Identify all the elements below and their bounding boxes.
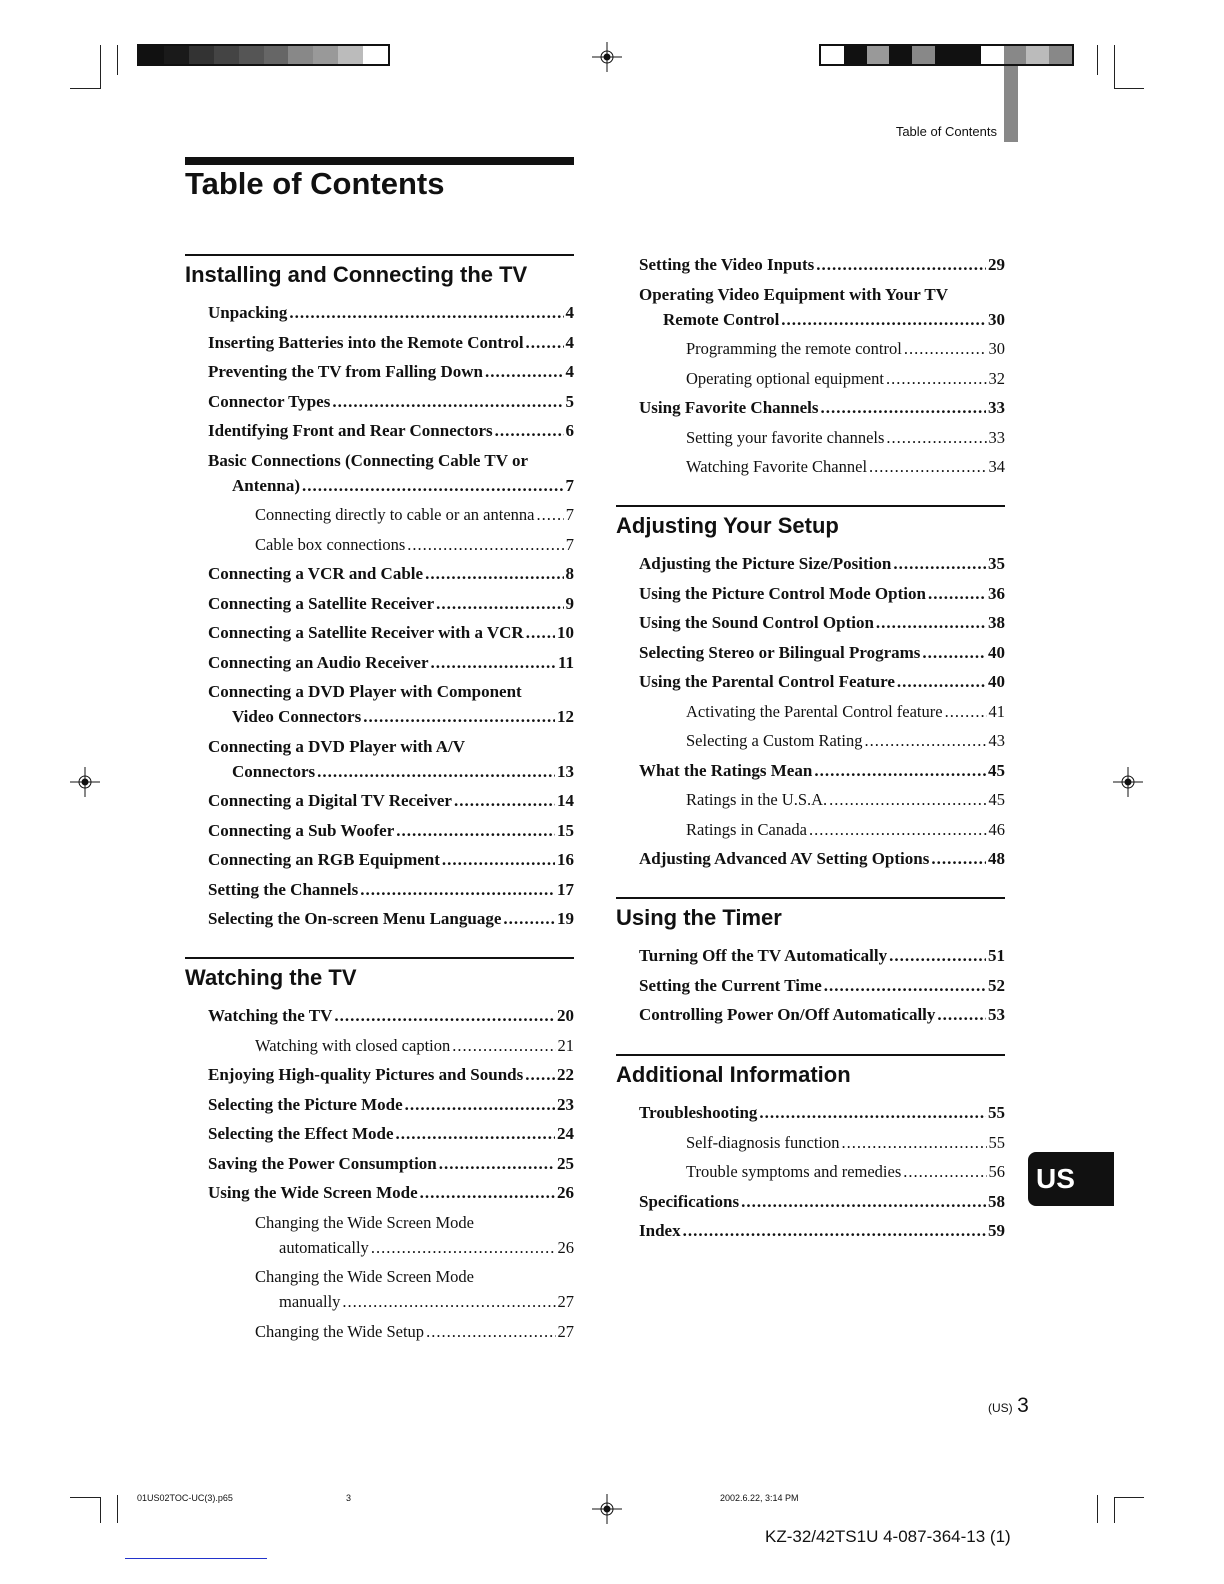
dot-leader (396, 818, 555, 843)
section-installing (185, 254, 574, 934)
entry-title: Changing the Wide Setup (255, 1321, 425, 1341)
toc-subentry[interactable] (185, 1031, 574, 1061)
dot-leader (869, 454, 986, 479)
entry-page-number: 48 (988, 849, 1005, 869)
entry-title: Using the Picture Control Mode Option (639, 583, 926, 603)
dot-leader (526, 620, 555, 645)
dot-leader (889, 943, 986, 968)
dot-leader (431, 650, 556, 675)
toc-subentry[interactable] (616, 452, 1005, 482)
toc-entry[interactable] (185, 328, 574, 358)
registration-mark-icon (592, 42, 622, 72)
dot-leader (814, 758, 986, 783)
entry-title: Operating optional equipment (686, 368, 884, 388)
dot-leader (816, 252, 986, 277)
entry-title: Operating Video Equipment with Your TV (639, 284, 949, 304)
entry-title: Index (639, 1221, 681, 1241)
entry-page-number: 40 (988, 672, 1005, 692)
entry-title: Using Favorite Channels (639, 398, 819, 418)
toc-subentry[interactable] (616, 697, 1005, 727)
page-number-prefix: (US) (988, 1401, 1013, 1415)
entry-page-number: 10 (557, 623, 574, 643)
entry-title: Controlling Power On/Off Automatically (639, 1005, 936, 1025)
entry-title: Identifying Front and Rear Connectors (208, 421, 493, 441)
entry-page-number: 19 (557, 909, 574, 929)
crop-mark (117, 45, 118, 75)
dot-leader (536, 502, 563, 527)
toc-subentry[interactable] (616, 726, 1005, 756)
dot-leader (525, 1062, 555, 1087)
entry-page-number: 27 (557, 1321, 574, 1341)
crop-mark (1114, 1497, 1144, 1498)
toc-entry[interactable] (185, 904, 574, 934)
entry-page-number: 46 (988, 819, 1005, 839)
entry-page-number: 24 (557, 1124, 574, 1144)
dot-leader (495, 418, 564, 443)
dot-leader (886, 366, 987, 391)
dot-leader (289, 300, 563, 325)
entry-page-number: 4 (565, 362, 574, 382)
entry-title: Self-diagnosis function (686, 1132, 840, 1152)
entry-page-number: 53 (988, 1005, 1005, 1025)
section-heading: Additional Information (616, 1062, 851, 1087)
toc-entry[interactable] (185, 1178, 574, 1208)
entry-page-number: 7 (565, 534, 574, 554)
dot-leader (452, 1033, 555, 1058)
toc-subentry[interactable] (185, 1317, 574, 1347)
toc-subentry[interactable] (616, 815, 1005, 845)
dot-leader (886, 425, 986, 450)
crop-mark (117, 1495, 118, 1523)
entry-page-number: 59 (988, 1221, 1005, 1241)
dot-leader (824, 973, 986, 998)
toc-subentry[interactable] (616, 1128, 1005, 1158)
entry-title-continued: Video Connectors (232, 707, 362, 727)
dot-leader (317, 759, 555, 784)
entry-title: Turning Off the TV Automatically (639, 946, 888, 966)
entry-title: Enjoying High-quality Pictures and Sounds (208, 1065, 524, 1085)
entry-page-number: 11 (557, 652, 574, 672)
dot-leader (503, 906, 555, 931)
section-rule (616, 897, 1005, 899)
entry-title: Connecting a Satellite Receiver with a VCR (208, 623, 524, 643)
toc-entry[interactable] (185, 618, 574, 648)
toc-subentry[interactable] (616, 1157, 1005, 1187)
entry-title: Changing the Wide Screen Mode (255, 1212, 474, 1232)
entry-title: Watching the TV (208, 1006, 333, 1026)
entry-title: Connecting a DVD Player with Component (208, 682, 522, 702)
entry-page-number: 34 (988, 457, 1005, 477)
entry-page-number: 38 (988, 613, 1005, 633)
registration-mark-icon (1113, 767, 1143, 797)
entry-page-number: 55 (988, 1132, 1005, 1152)
toc-entry[interactable] (616, 579, 1005, 609)
entry-page-number: 56 (988, 1162, 1005, 1182)
entry-page-number: 58 (988, 1191, 1005, 1211)
dot-leader (904, 336, 987, 361)
entry-page-number: 51 (988, 946, 1005, 966)
entry-title: Unpacking (208, 303, 288, 323)
toc-entry[interactable] (185, 816, 574, 846)
dot-leader (371, 1235, 556, 1260)
crop-mark (1097, 1495, 1098, 1523)
entry-page-number: 12 (557, 707, 574, 727)
dot-leader (526, 330, 564, 355)
section-heading: Using the Timer (616, 905, 782, 930)
dot-leader (342, 1289, 555, 1314)
page-title: Table of Contents (185, 166, 445, 201)
entry-page-number: 22 (557, 1065, 574, 1085)
entry-title: Cable box connections (255, 534, 406, 554)
entry-title: Activating the Parental Control feature (686, 701, 943, 721)
entry-title-continued: Antenna) (232, 475, 301, 495)
dot-leader (436, 591, 563, 616)
entry-title: Inserting Batteries into the Remote Control (208, 332, 524, 352)
entry-page-number: 4 (565, 303, 574, 323)
entry-title: Connecting an Audio Receiver (208, 652, 429, 672)
entry-title: Connecting a Satellite Receiver (208, 593, 435, 613)
entry-page-number: 30 (988, 339, 1005, 359)
entry-page-number: 17 (557, 879, 574, 899)
crop-mark (100, 45, 101, 89)
entry-page-number: 32 (988, 368, 1005, 388)
toc-entry[interactable] (185, 357, 574, 387)
toc-subentry[interactable] (185, 530, 574, 560)
section-rule (616, 505, 1005, 507)
entry-title: Setting the Channels (208, 879, 359, 899)
dot-leader (302, 473, 563, 498)
dot-leader (820, 395, 986, 420)
toc-entry[interactable] (616, 608, 1005, 638)
toc-entry[interactable] (616, 1187, 1005, 1217)
entry-title: Selecting the Picture Mode (208, 1094, 403, 1114)
section-rule (185, 254, 574, 256)
toc-entry[interactable] (185, 416, 574, 446)
entry-title: Using the Parental Control Feature (639, 672, 895, 692)
dot-leader (683, 1218, 986, 1243)
toc-entry[interactable] (616, 1000, 1005, 1030)
toc-entry[interactable] (185, 298, 574, 328)
entry-title: Connecting directly to cable or an antenna (255, 505, 535, 525)
toc-entry[interactable] (185, 559, 574, 589)
toc-entry[interactable] (185, 845, 574, 875)
entry-title: Connecting a Digital TV Receiver (208, 791, 452, 811)
toc-entry[interactable] (616, 280, 1005, 335)
toc-entry[interactable] (185, 1119, 574, 1149)
entry-page-number: 5 (565, 391, 574, 411)
section-timer (616, 897, 1005, 1030)
dot-leader (332, 389, 563, 414)
dot-leader (931, 846, 986, 871)
entry-title: Saving the Power Consumption (208, 1153, 437, 1173)
entry-page-number: 26 (557, 1237, 574, 1257)
section-rule (616, 1054, 1005, 1056)
crop-mark (70, 1497, 100, 1498)
dot-leader (426, 1319, 555, 1344)
dot-leader (864, 728, 986, 753)
dot-leader (937, 1002, 986, 1027)
entry-page-number: 33 (988, 398, 1005, 418)
entry-title: Watching with closed caption (255, 1035, 451, 1055)
dot-leader (759, 1100, 986, 1125)
entry-page-number: 41 (988, 701, 1005, 721)
section-watching (185, 957, 574, 1346)
toc-subentry[interactable] (616, 423, 1005, 453)
dot-leader (809, 817, 987, 842)
crop-mark (100, 1497, 101, 1523)
entry-title: Watching Favorite Channel (686, 457, 868, 477)
toc-entry[interactable] (616, 941, 1005, 971)
entry-title-continued: automatically (279, 1237, 369, 1257)
entry-title: Troubleshooting (639, 1103, 758, 1123)
entry-page-number: 9 (565, 593, 574, 613)
entry-title: Connecting a Sub Woofer (208, 820, 395, 840)
footer-page: 3 (346, 1493, 352, 1503)
entry-page-number: 43 (988, 731, 1005, 751)
toc-entry[interactable] (185, 786, 574, 816)
toc-entry[interactable] (185, 387, 574, 417)
dot-leader (781, 307, 986, 332)
dot-leader (829, 787, 986, 812)
dot-leader (420, 1180, 555, 1205)
toc-entry[interactable] (185, 589, 574, 619)
entry-page-number: 14 (557, 791, 574, 811)
entry-page-number: 27 (557, 1292, 574, 1312)
dot-leader (876, 610, 986, 635)
toc-entry[interactable] (185, 875, 574, 905)
region-tab: US (1028, 1152, 1114, 1206)
dot-leader (903, 1159, 986, 1184)
entry-title: Adjusting the Picture Size/Position (639, 554, 892, 574)
toc-entry[interactable] (616, 549, 1005, 579)
entry-page-number: 45 (988, 760, 1005, 780)
crop-mark (1097, 45, 1098, 75)
entry-title-continued: Remote Control (663, 309, 780, 329)
dot-leader (897, 669, 986, 694)
dot-leader (425, 561, 563, 586)
crop-mark (70, 88, 100, 89)
section-adjusting (616, 505, 1005, 874)
section-heading: Installing and Connecting the TV (185, 262, 528, 287)
entry-title: What the Ratings Mean (639, 760, 813, 780)
entry-page-number: 15 (557, 820, 574, 840)
toc-entry[interactable] (185, 1090, 574, 1120)
toc-entry[interactable] (185, 1060, 574, 1090)
toc-entry[interactable] (185, 648, 574, 678)
toc-entry[interactable] (616, 971, 1005, 1001)
entry-page-number: 33 (988, 427, 1005, 447)
toc-subentry[interactable] (616, 334, 1005, 364)
entry-page-number: 35 (988, 554, 1005, 574)
dot-leader (945, 699, 987, 724)
registration-mark-icon (592, 1494, 622, 1524)
toc-entry[interactable] (616, 250, 1005, 280)
footer-file: 01US02TOC-UC(3).p65 (137, 1493, 233, 1503)
entry-page-number: 30 (988, 309, 1005, 329)
entry-title: Adjusting Advanced AV Setting Options (639, 849, 930, 869)
crop-mark (1114, 88, 1144, 89)
entry-title: Selecting the Effect Mode (208, 1124, 394, 1144)
registration-mark-icon (70, 767, 100, 797)
entry-title: Connecting a VCR and Cable (208, 564, 424, 584)
entry-page-number: 4 (565, 332, 574, 352)
toc-entry[interactable] (616, 393, 1005, 423)
dot-leader (396, 1121, 555, 1146)
toc-entry[interactable] (616, 1216, 1005, 1246)
dot-leader (405, 1092, 555, 1117)
entry-page-number: 52 (988, 975, 1005, 995)
entry-title: Basic Connections (Connecting Cable TV or (208, 450, 529, 470)
entry-page-number: 36 (988, 583, 1005, 603)
toc-entry[interactable] (185, 732, 574, 787)
entry-page-number: 7 (565, 505, 574, 525)
toc-entry[interactable] (616, 1098, 1005, 1128)
entry-page-number: 23 (557, 1094, 574, 1114)
dot-leader (842, 1130, 987, 1155)
dot-leader (928, 581, 986, 606)
dot-leader (922, 640, 986, 665)
entry-title: Using the Sound Control Option (639, 613, 874, 633)
entry-title: Using the Wide Screen Mode (208, 1183, 418, 1203)
entry-title: Setting the Current Time (639, 975, 822, 995)
dot-leader (442, 847, 555, 872)
entry-page-number: 20 (557, 1006, 574, 1026)
color-calibration-bar-left (137, 44, 390, 66)
crop-mark (1114, 1497, 1115, 1523)
section-rule (185, 957, 574, 959)
entry-title: Changing the Wide Screen Mode (255, 1267, 474, 1287)
toc-entry[interactable] (616, 844, 1005, 874)
toc-subentry[interactable] (185, 1262, 574, 1317)
title-rule (185, 157, 574, 165)
footer-model: KZ-32/42TS1U 4-087-364-13 (1) (765, 1527, 1011, 1546)
color-calibration-bar-right (819, 44, 1074, 66)
entry-page-number: 21 (557, 1035, 574, 1055)
toc-entry[interactable] (616, 667, 1005, 697)
toc-entry[interactable] (616, 756, 1005, 786)
toc-entry[interactable] (185, 446, 574, 501)
page-number (988, 1394, 1029, 1418)
link-underline[interactable] (125, 1558, 267, 1559)
page-number-value: 3 (1017, 1394, 1029, 1417)
toc-entry[interactable] (185, 1149, 574, 1179)
toc-subentry[interactable] (616, 785, 1005, 815)
section-heading: Watching the TV (185, 965, 357, 990)
dot-leader (454, 788, 555, 813)
entry-page-number: 6 (565, 421, 574, 441)
entry-page-number: 13 (557, 761, 574, 781)
running-header: Table of Contents (895, 124, 997, 139)
running-tab-strip (1004, 66, 1018, 142)
entry-title: Preventing the TV from Falling Down (208, 362, 483, 382)
dot-leader (439, 1151, 555, 1176)
dot-leader (407, 532, 563, 557)
entry-title: Setting the Video Inputs (639, 255, 815, 275)
section-heading: Adjusting Your Setup (616, 513, 839, 538)
dot-leader (485, 359, 564, 384)
entry-page-number: 40 (988, 642, 1005, 662)
section-continued (616, 250, 1005, 482)
dot-leader (741, 1189, 986, 1214)
entry-page-number: 16 (557, 850, 574, 870)
entry-title: Ratings in Canada (686, 819, 807, 839)
entry-page-number: 29 (988, 255, 1005, 275)
entry-title: Setting your favorite channels (686, 427, 885, 447)
entry-title-continued: Connectors (232, 761, 316, 781)
dot-leader (363, 704, 555, 729)
entry-title-continued: manually (279, 1292, 341, 1312)
section-additional (616, 1054, 1005, 1246)
toc-subentry[interactable] (185, 1208, 574, 1263)
toc-subentry[interactable] (616, 364, 1005, 394)
entry-title: Programming the remote control (686, 339, 902, 359)
entry-title: Selecting a Custom Rating (686, 731, 863, 751)
entry-title: Connector Types (208, 391, 331, 411)
entry-page-number: 45 (988, 790, 1005, 810)
dot-leader (893, 551, 986, 576)
entry-title: Trouble symptoms and remedies (686, 1162, 902, 1182)
entry-title: Selecting the On-screen Menu Language (208, 909, 502, 929)
entry-page-number: 7 (565, 475, 574, 495)
toc-entry[interactable] (185, 1001, 574, 1031)
dot-leader (334, 1003, 555, 1028)
entry-title: Connecting a DVD Player with A/V (208, 736, 466, 756)
dot-leader (360, 877, 555, 902)
entry-page-number: 26 (557, 1183, 574, 1203)
entry-page-number: 8 (565, 564, 574, 584)
entry-page-number: 55 (988, 1103, 1005, 1123)
entry-page-number: 25 (557, 1153, 574, 1173)
entry-title: Connecting an RGB Equipment (208, 850, 440, 870)
toc-entry[interactable] (616, 638, 1005, 668)
toc-subentry[interactable] (185, 500, 574, 530)
toc-entry[interactable] (185, 677, 574, 732)
crop-mark (1114, 45, 1115, 89)
entry-title: Specifications (639, 1191, 740, 1211)
footer-date: 2002.6.22, 3:14 PM (720, 1493, 799, 1503)
entry-title: Ratings in the U.S.A. (686, 790, 828, 810)
entry-title: Selecting Stereo or Bilingual Programs (639, 642, 921, 662)
